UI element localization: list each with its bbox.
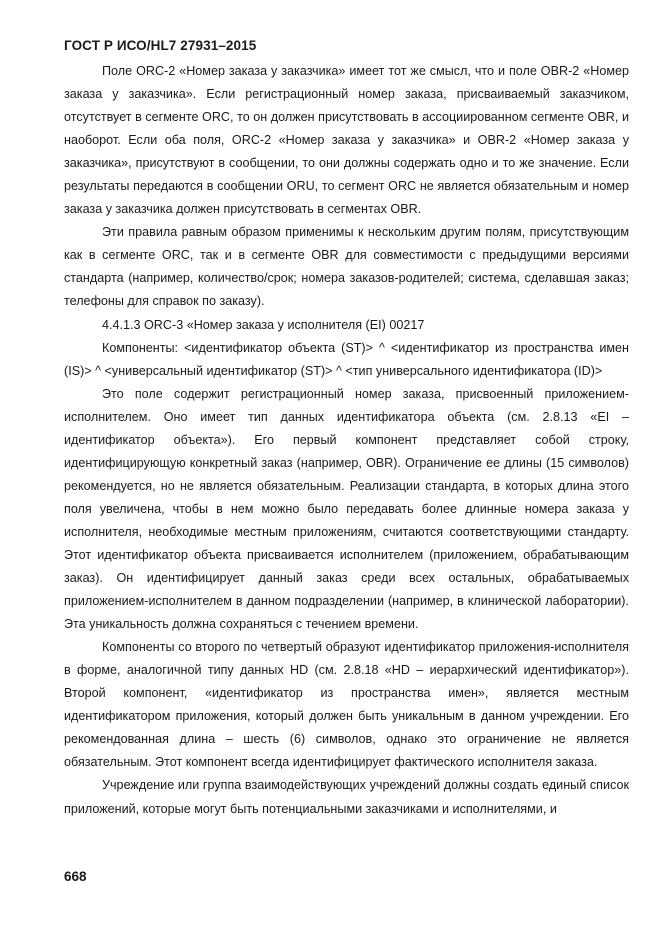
paragraph-application-list: Учреждение или группа взаимодействующих учреждений должны создать единый список приложений, которые могут быть потенциальными заказчиками и исполнителями, и <box>64 778 629 816</box>
document-body <box>64 60 629 821</box>
paragraph-orc2-description: Поле ORC-2 «Номер заказа у заказчика» имеет тот же смысл, что и поле OBR-2 «Номер заказа у заказчика». Если регистрационный номер заказа, присваиваемый заказчиком, отсутствует в сегменте ORC, то он должен присутствовать в ассоциированном сегменте OBR, и наоборот. Если оба поля, ORC-2 «Номер заказа у заказчика» и OBR-2 «Номер заказа у заказчика», присутствуют в сообщении, то они должны содержать одно и то же значение. Если результаты передаются в сообщении ORU, то сегмент ORC не является обязательным и номер заказа у заказчика должен присутствовать в сегментах OBR. <box>64 64 629 217</box>
paragraph-components: Компоненты: <идентификатор объекта (ST)> ^ <идентификатор из пространства имен (IS)> ^ <универсальный идентификатор (ST)> ^ <тип универсального идентификатора (ID)> <box>64 340 629 378</box>
paragraph-orc3-description: Это поле содержит регистрационный номер заказа, присвоенный приложением-исполнителем. Оно имеет тип данных идентификатора объекта (см. 2.8.13 «EI – идентификатор объекта»). Его первый компонент представляет собой строку, идентифицирующую конкретный заказ (например, OBR). Ограничение ее длины (15 символов) рекомендуется, но не является обязательным. Реализации стандарта, в которых длина этого поля увеличена, чтобы в нем можно было передавать более длинные номера заказа у исполнителя, необходимые местным приложениям, считаются соответствующими стандарту. Этот идентификатор объекта присваивается исполнителем (приложением, обрабатывающим заказ). Он идентифицирует данный заказ среди всех остальных, обрабатываемых приложением-исполнителем в данном подразделении (например, в клинической лаборатории). Эта уникальность должна сохраняться с течением времени. <box>64 386 629 632</box>
paragraph-compatibility-rules: Эти правила равным образом применимы к нескольким другим полям, присутствующим как в сегменте ORC, так и в сегменте OBR для совместимости с предыдущими версиями стандарта (например, количество/срок; номера заказов-родителей; система, сделавшая заказ; телефоны для справок по заказу). <box>64 225 629 309</box>
paragraph-application-identifier: Компоненты со второго по четвертый образуют идентификатор приложения-исполнителя в форме, аналогичной типу данных HD (см. 2.8.18 «HD – иерархический идентификатор»). Второй компонент, «идентификатор из пространства имен», является местным идентификатором приложения, который должен быть уникальным в данном учреждении. Его рекомендованная длина – шесть (6) символов, однако это ограничение не является обязательным. Этот компонент всегда идентифицирует фактического исполнителя заказа. <box>64 640 629 770</box>
standard-header: ГОСТ Р ИСО/HL7 27931–2015 <box>64 38 257 53</box>
section-heading-orc3: 4.4.1.3 ORC-3 «Номер заказа у исполнителя (EI) 00217 <box>102 317 425 332</box>
page-number: 668 <box>64 869 87 884</box>
